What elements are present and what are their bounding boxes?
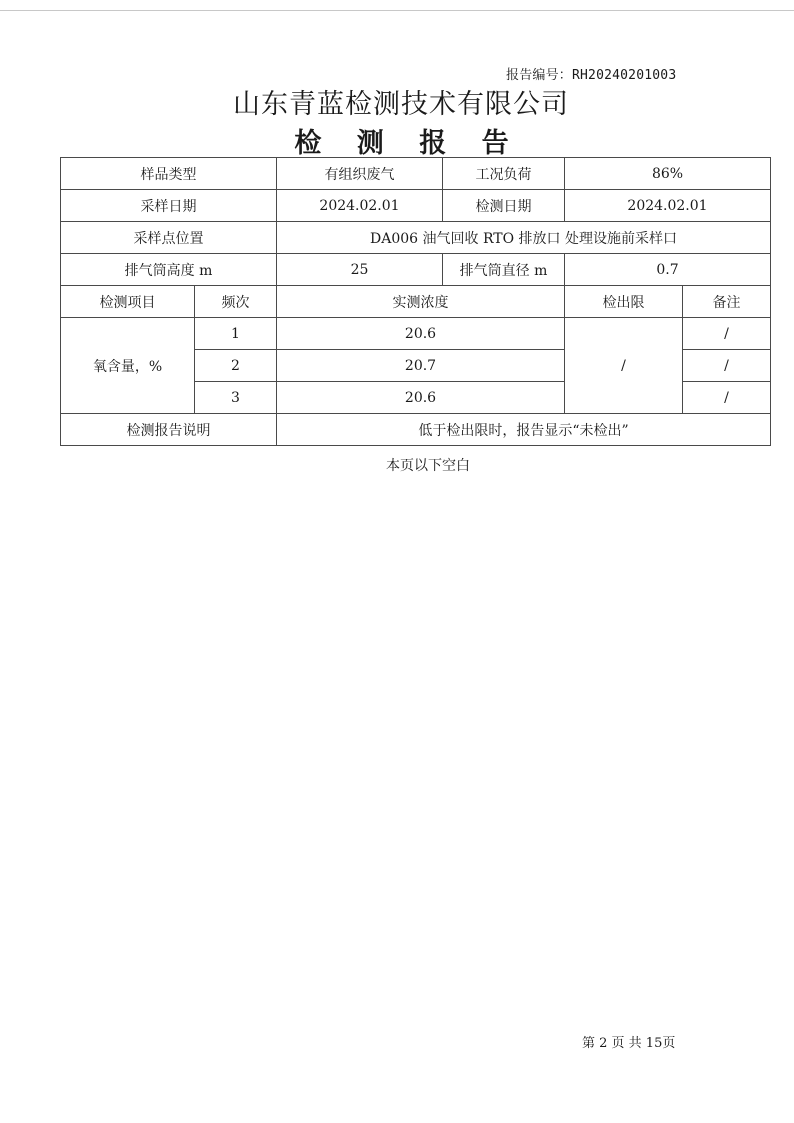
frequency-cell: 1 (195, 318, 277, 350)
report-number: 报告编号：RH20240201003 (506, 68, 677, 83)
explanation-text: 低于检出限时，报告显示“未检出” (277, 414, 771, 446)
concentration-cell: 20.6 (277, 318, 565, 350)
sample-type-value: 有组织废气 (277, 158, 443, 190)
header-item: 检测项目 (61, 286, 195, 318)
concentration-cell: 20.6 (277, 382, 565, 414)
header-detection-limit: 检出限 (565, 286, 683, 318)
blank-below-note: 本页以下空白 (386, 458, 470, 474)
results-header-row (61, 286, 771, 318)
explanation-label: 检测报告说明 (61, 414, 277, 446)
remark-cell: / (683, 318, 771, 350)
date-row (61, 190, 771, 222)
remark-cell: / (683, 350, 771, 382)
concentration-cell: 20.7 (277, 350, 565, 382)
page-number: 第 2 页 共 15页 (582, 1036, 676, 1051)
sampling-date-value: 2024.02.01 (277, 190, 443, 222)
explanation-row (61, 414, 771, 446)
header-frequency: 频次 (195, 286, 277, 318)
remark-cell: / (683, 382, 771, 414)
report-table (60, 157, 771, 446)
testing-date-label: 检测日期 (443, 190, 565, 222)
stack-height-label: 排气筒高度 m (61, 254, 277, 286)
sample-type-row (61, 158, 771, 190)
location-value: DA006 油气回收 RTO 排放口 处理设施前采样口 (277, 222, 771, 254)
header-concentration: 实测浓度 (277, 286, 565, 318)
stack-row (61, 254, 771, 286)
result-row (61, 318, 771, 350)
load-value: 86% (565, 158, 771, 190)
stack-diameter-value: 0.7 (565, 254, 771, 286)
location-row (61, 222, 771, 254)
stack-diameter-label: 排气筒直径 m (443, 254, 565, 286)
top-border-line (0, 10, 794, 11)
item-name: 氧含量，% (61, 318, 195, 414)
frequency-cell: 2 (195, 350, 277, 382)
load-label: 工况负荷 (443, 158, 565, 190)
location-label: 采样点位置 (61, 222, 277, 254)
sampling-date-label: 采样日期 (61, 190, 277, 222)
frequency-cell: 3 (195, 382, 277, 414)
sample-type-label: 样品类型 (61, 158, 277, 190)
document-title: 检 测 报 告 (294, 128, 522, 159)
company-name: 山东青蓝检测技术有限公司 (233, 89, 569, 120)
header-remark: 备注 (683, 286, 771, 318)
stack-height-value: 25 (277, 254, 443, 286)
testing-date-value: 2024.02.01 (565, 190, 771, 222)
detection-limit-value: / (565, 318, 683, 414)
